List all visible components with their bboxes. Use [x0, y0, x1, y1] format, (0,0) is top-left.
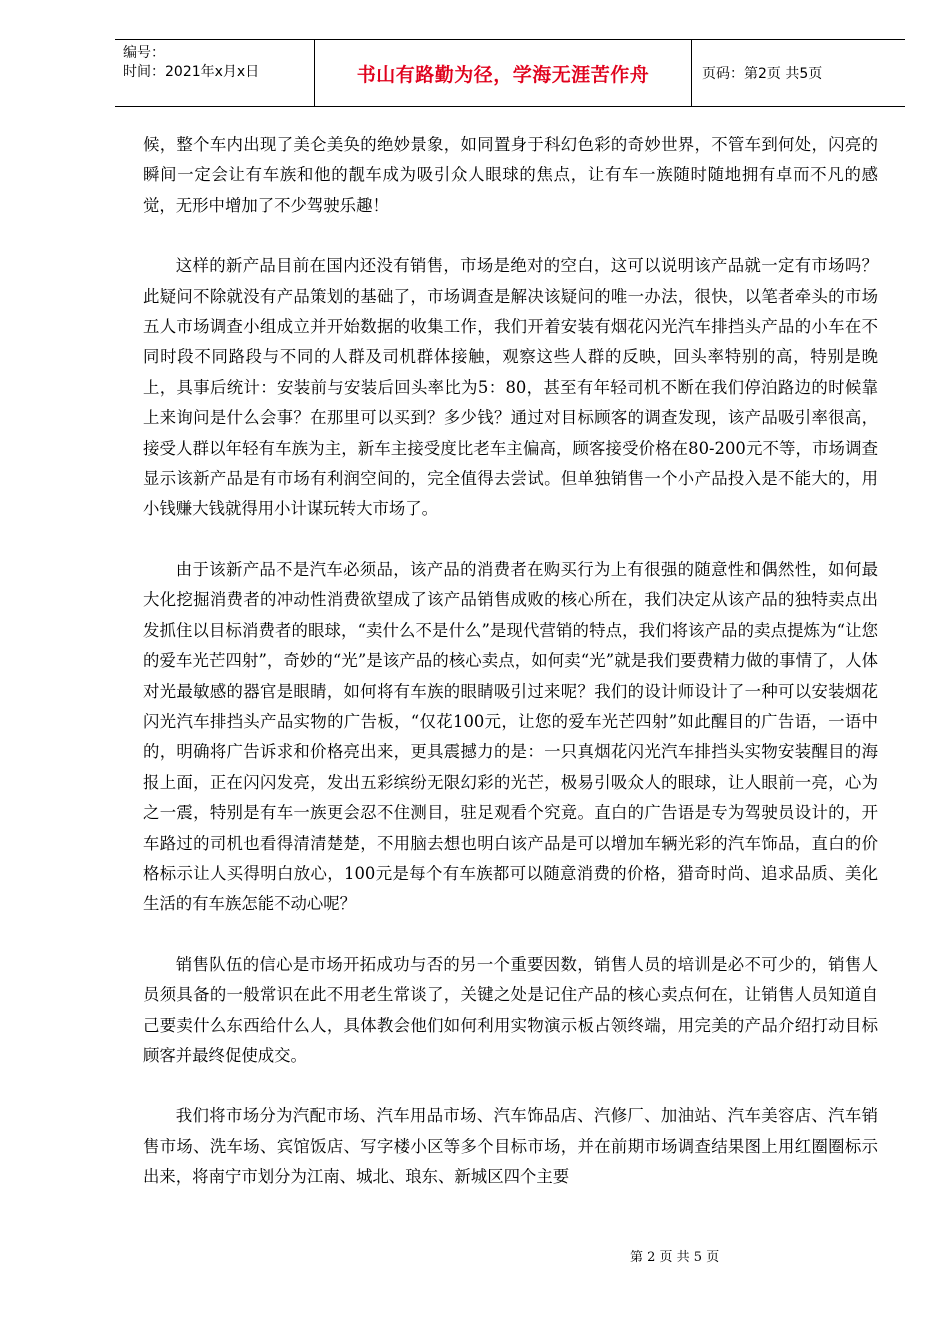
document-body: [143, 130, 878, 1223]
paragraph: 由于该新产品不是汽车必须品，该产品的消费者在购买行为上有很强的随意性和偶然性，如何最大化挖掘消费者的冲动性消费欲望成了该产品销售成败的核心所在，我们决定从该产品的独特卖点出发抓住以目标消费者的眼球，“卖什么不是什么”是现代营销的特点，我们将该产品的卖点提炼为“让您的爱车光芒四射”，奇妙的“光”是该产品的核心卖点，如何卖“光”就是我们要费精力做的事情了，人体对光最敏感的器官是眼睛，如何将有车族的眼睛吸引过来呢？我们的设计师设计了一种可以安装烟花闪光汽车排挡头产品实物的广告板，“仅花100元，让您的爱车光芒四射”如此醒目的广告语，一语中的，明确将广告诉求和价格亮出来，更具震撼力的是：一只真烟花闪光汽车排挡头实物安装醒目的海报上面，正在闪闪发亮，发出五彩缤纷无限幻彩的光芒，极易引吸众人的眼球，让人眼前一亮，心为之一震，特别是有车一族更会忍不住测目，驻足观看个究竟。直白的广告语是专为驾驶员设计的，开车路过的司机也看得清清楚楚，不用脑去想也明白该产品是可以增加车辆光彩的汽车饰品，直白的价格标示让人买得明白放心，100元是每个有车族都可以随意消费的价格，猎奇时尚、追求品质、美化生活的有车族怎能不动心呢？: [143, 559, 878, 914]
paragraph: 销售队伍的信心是市场开拓成功与否的另一个重要因数，销售人员的培训是必不可少的，销售人员须具备的一般常识在此不用老生常谈了，关键之处是记住产品的核心卖点何在，让销售人员知道自己要卖什么东西给什么人，具体教会他们如何利用实物演示板占领终端，用完美的产品介绍打动目标顾客并最终促使成交。: [143, 954, 878, 1065]
header-motto: 书山有路勤为径，学海无涯苦作舟: [315, 40, 692, 106]
header-meta: [115, 40, 315, 106]
number-label: 编号：: [123, 45, 165, 61]
page-header: [115, 39, 905, 107]
paragraph: 这样的新产品目前在国内还没有销售，市场是绝对的空白，这可以说明该产品就一定有市场吗？此疑问不除就没有产品策划的基础了，市场调查是解决该疑问的唯一办法，很快，以笔者牵头的市场五人市场调查小组成立并开始数据的收集工作，我们开着安装有烟花闪光汽车排挡头产品的小车在不同时段不同路段与不同的人群及司机群体接触，观察这些人群的反映，回头率特别的高，特别是晚上，具事后统计：安装前与安装后回头率比为5：80，甚至有年轻司机不断在我们停泊路边的时候靠上来询问是什么会事？在那里可以买到？多少钱？通过对目标顾客的调查发现，该产品吸引率很高，接受人群以年轻有车族为主，新车主接受度比老车主偏高，顾客接受价格在80-200元不等，市场调查显示该新产品是有市场有利润空间的，完全值得去尝试。但单独销售一个小产品投入是不能大的，用小钱赚大钱就得用小计谋玩转大市场了。: [143, 256, 878, 519]
paragraph: 我们将市场分为汽配市场、汽车用品市场、汽车饰品店、汽修厂、加油站、汽车美容店、汽车销售市场、洗车场、宾馆饭店、写字楼小区等多个目标市场，并在前期市场调查结果图上用红圈圈标示出来，将南宁市划分为江南、城北、琅东、新城区四个主要: [143, 1106, 878, 1187]
footer-page-indicator: 第 2 页 共 5 页: [630, 1250, 720, 1265]
time-label: 时间：2021年x月x日: [123, 64, 260, 80]
header-page-label: 页码：第2页 共5页: [702, 66, 823, 82]
paragraph-continued: 候，整个车内出现了美仑美奂的绝妙景象，如同置身于科幻色彩的奇妙世界，不管车到何处，闪亮的瞬间一定会让有车族和他的靓车成为吸引众人眼球的焦点，让有车一族随时随地拥有卓而不凡的感觉，无形中增加了不少驾驶乐趣！: [143, 135, 878, 215]
